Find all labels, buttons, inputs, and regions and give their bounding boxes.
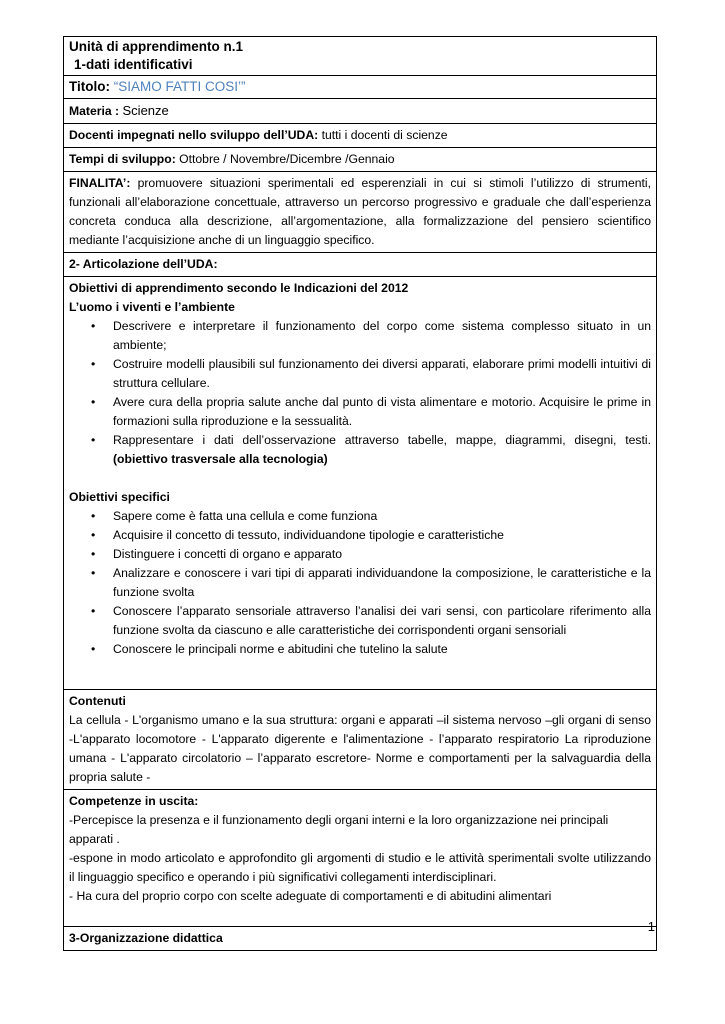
organizzazione-cell bbox=[64, 927, 656, 950]
contenuti-text: La cellula - L'organismo umano e la sua struttura: organi e apparati –il sistema nervoso –gli organi di senso -L'apparato locomotore - L'apparato digerente e l'alimentazione - l’apparato respiratorio La riproduzione umana - L'apparato circolatorio – l’apparato escretore- Norme e comportamenti per la salvaguardia della propria salute - bbox=[69, 713, 651, 784]
materia-value: Scienze bbox=[122, 103, 169, 118]
tempi-label: Tempi di sviluppo: bbox=[69, 152, 176, 166]
uda-title: Unità di apprendimento n.1 bbox=[69, 39, 244, 54]
finalita-label: FINALITA’: bbox=[69, 176, 131, 190]
competenze-line: -Percepisce la presenza e il funzionamento degli organi interni e la loro organizzazione nei principali apparati . bbox=[69, 813, 609, 846]
titolo-value: “SIAMO FATTI COSI’” bbox=[113, 79, 246, 94]
contenuti-cell bbox=[64, 690, 656, 790]
articolazione-heading: 2- Articolazione dell’UDA: bbox=[69, 257, 218, 271]
section-1-heading: 1-dati identificativi bbox=[74, 57, 193, 72]
finalita-value: promuovere situazioni sperimentali ed esperenziali in cui si stimoli l’utilizzo di strumenti, funzionali all’elaborazione concettuale, attraverso un percorso progressivo e graduale che dall’esperienza concreta conduca alla descrizione, all’argomentazione, alla formalizzazione del pensiero scientifico mediante l’acquisizione anche di un linguaggio specifico. bbox=[69, 176, 651, 247]
docenti-cell bbox=[64, 124, 656, 148]
obiettivo-item: • Descrivere e interpretare il funzionamento del corpo come sistema complesso situato in un ambiente; bbox=[69, 317, 651, 355]
obiettivi-cell bbox=[64, 277, 656, 690]
obiettivo-item-note: (obiettivo trasversale alla tecnologia) bbox=[113, 452, 328, 466]
obiettivo-item bbox=[69, 431, 651, 469]
docenti-value: tutti i docenti di scienze bbox=[321, 128, 448, 142]
materia-cell bbox=[64, 99, 656, 124]
docenti-label: Docenti impegnati nello sviluppo dell’UDA: bbox=[69, 128, 319, 142]
obiettivo-item: • Costruire modelli plausibili sul funzionamento dei diversi apparati, elaborare primi modelli intuitivi di struttura cellulare. bbox=[69, 355, 651, 393]
titolo-cell bbox=[64, 76, 656, 99]
obiettivo-specifico-item: • Analizzare e conoscere i vari tipi di apparati individuandone la composizione, le caratteristiche e la funzione svolta bbox=[69, 564, 651, 602]
obiettivo-specifico-item: • Sapere come è fatta una cellula e come funziona bbox=[69, 507, 651, 526]
tempi-cell bbox=[64, 148, 656, 172]
page-number: 1 bbox=[647, 919, 655, 934]
titolo-label: Titolo: bbox=[69, 79, 110, 94]
obiettivo-specifico-item: • Conoscere l’apparato sensoriale attraverso l’analisi dei vari sensi, con particolare riferimento alla funzione svolta da ciascuno e alle caratteristiche dei corrispondenti organi sensoriali bbox=[69, 602, 651, 640]
obiettivi-specifici-heading: Obiettivi specifici bbox=[69, 490, 170, 504]
competenze-heading: Competenze in uscita: bbox=[69, 794, 199, 808]
competenze-line: - Ha cura del proprio corpo con scelte adeguate di comportamenti e di abitudini alimentari bbox=[69, 889, 552, 903]
contenuti-heading: Contenuti bbox=[69, 694, 126, 708]
obiettivo-specifico-item: • Conoscere le principali norme e abitudini che tutelino la salute bbox=[69, 640, 651, 659]
tempi-value: Ottobre / Novembre/Dicembre /Gennaio bbox=[179, 152, 395, 166]
obiettivi-subheading: L’uomo i viventi e l’ambiente bbox=[69, 300, 235, 314]
obiettivo-item: • Avere cura della propria salute anche dal punto di vista alimentare e motorio. Acquisire le prime in formazioni sulla riproduzione e la sessualità. bbox=[69, 393, 651, 431]
obiettivi-specifici-list bbox=[69, 507, 651, 659]
competenze-cell bbox=[64, 790, 656, 927]
competenze-line: -espone in modo articolato e approfondito gli argomenti di studio e le attività sperimentali svolte utilizzando il linguaggio specifico e operando i più significativi collegamenti interdisciplinari. bbox=[69, 851, 651, 884]
finalita-cell bbox=[64, 172, 656, 253]
obiettivo-specifico-item: • Acquisire il concetto di tessuto, individuandone tipologie e caratteristiche bbox=[69, 526, 651, 545]
obiettivo-specifico-item: • Distinguere i concetti di organo e apparato bbox=[69, 545, 651, 564]
header-cell bbox=[64, 37, 656, 76]
organizzazione-heading: 3-Organizzazione didattica bbox=[69, 931, 223, 945]
materia-label: Materia : bbox=[69, 104, 120, 118]
obiettivo-item-text: Rappresentare i dati dell’osservazione attraverso tabelle, mappe, diagrammi, disegni, testi. bbox=[113, 433, 651, 447]
uda-table bbox=[63, 36, 657, 951]
obiettivi-list bbox=[69, 317, 651, 469]
articolazione-cell bbox=[64, 253, 656, 277]
obiettivi-heading: Obiettivi di apprendimento secondo le Indicazioni del 2012 bbox=[69, 281, 409, 295]
